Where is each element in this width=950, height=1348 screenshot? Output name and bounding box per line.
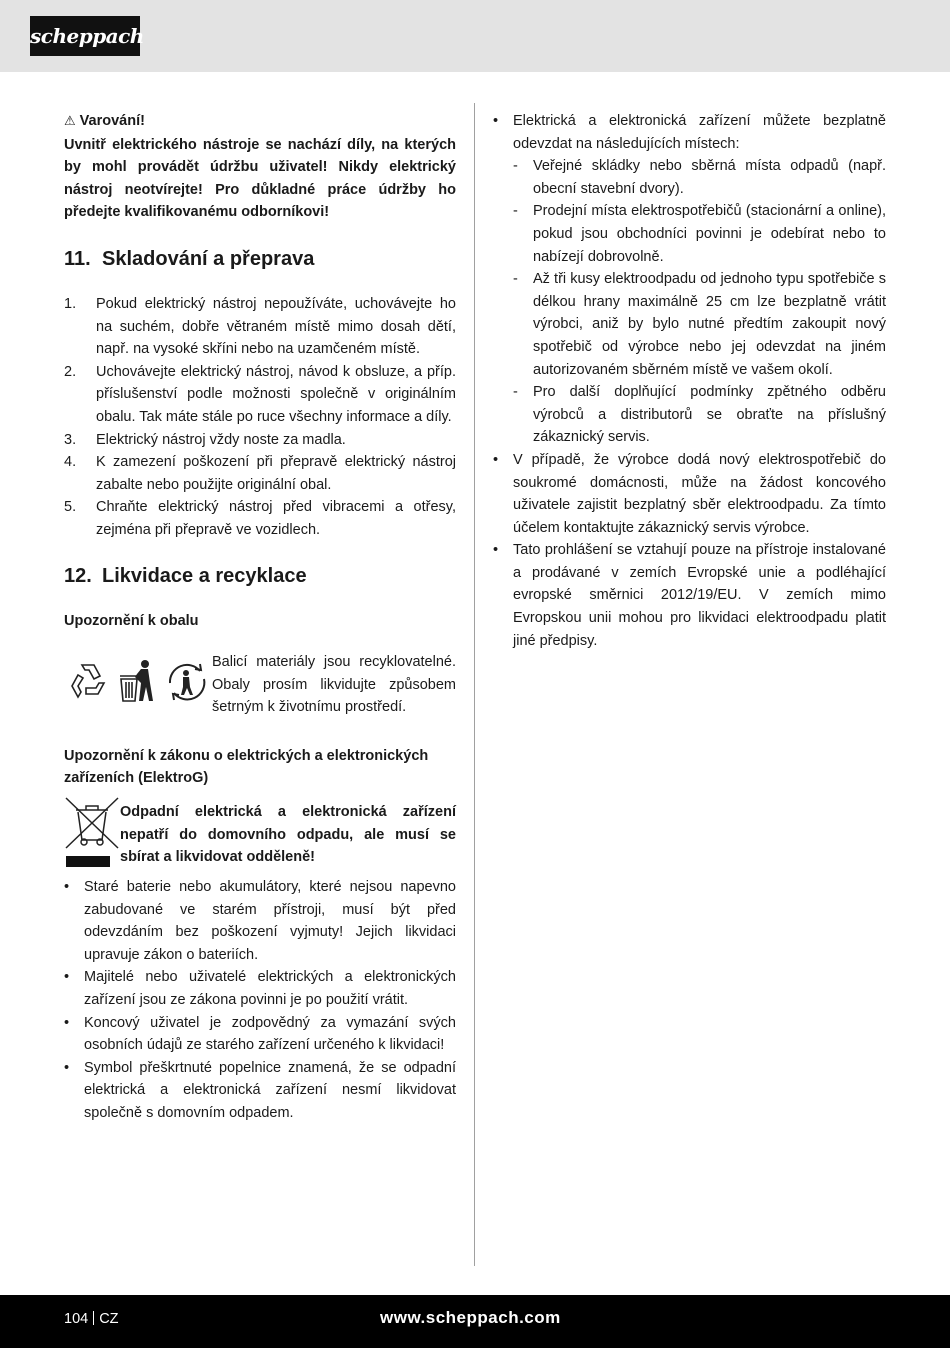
elektrog-bullets [64,876,456,1125]
section-11-title: Skladování a přeprava [102,247,315,270]
list-item: - Až tři kusy elektroodpadu od jednoho typu spotřebiče s délkou hrany maximálně 25 cm lze bezplatně vrátit výrobci, aniž by bylo nutné předtím zakoupit nový spotřebič od výrobce nebo jej odevzdat na jiném autorizovaném sběrném místě ve vašem okolí. [513,271,886,378]
bin-person-icon [117,657,157,705]
language-code: CZ [99,1311,119,1327]
step-text: Uchovávejte elektrický nástroj, návod k obsluze, a příp. příslušenství podle možnosti společně v originálním obalu. Tak máte stále po ruce všechny informace a díly. [96,363,456,425]
return-locations [513,155,886,449]
list-item: • Staré baterie nebo akumulátory, které nejsou napevno zabudované ve starém přístroji, musí být před odevzdáním bez poškození vyjmuty! Jejich likvidaci upravuje zákon o bateriích. [64,879,456,963]
step-number: 3. [64,431,77,448]
bullet-text: Majitelé nebo uživatelé elektrických a elektronických zařízení jsou ze zákona povinni je po použití vrátit. [84,969,456,1009]
column-divider [474,103,475,1266]
left-column [64,110,456,1125]
dash-text: Prodejní místa elektrospotřebičů (stacionární a online), pokud jsou obchodníci povinni je odebírat nebo to nabízejí dobrovolně. [533,203,886,265]
dash-text: Až tři kusy elektroodpadu od jednoho typu spotřebiče s délkou hrany maximálně 25 cm lze bezplatně vrátit výrobci, aniž by bylo nutné předtím zakoupit nový spotřebič od výrobce nebo jej odevzdat na jiném autorizovaném sběrném místě ve vašem okolí. [533,271,886,378]
packaging-icons [64,651,212,711]
return-bullets [493,110,886,652]
page-number-block [64,1311,119,1327]
list-item [64,451,456,496]
list-item: - Pro další doplňující podmínky zpětného odběru výrobců a distributorů se obraťte na příslušný zákaznický servis. [513,384,886,446]
step-number: 4. [64,454,77,471]
recycle-person-icon [162,657,212,705]
list-item [64,293,456,361]
bullet-text: Elektrická a elektronická zařízení můžete bezplatně odevzdat na následujících místech: [513,113,886,152]
section-12-number: 12. [64,564,92,587]
dash-text: Pro další doplňující podmínky zpětného odběru výrobců a distributorů se obraťte na příslušný zákaznický servis. [533,384,886,446]
bullet-text: Tato prohlášení se vztahují pouze na přístroje instalované a prodávané v zemích Evropské unie a podléhající evropské směrnici 2012/19/EU. V zemích mimo Evropskou unii mohou pro likvidaci elektroodpadu platit jiné předpisy. [513,542,886,649]
section-12-heading [64,562,456,590]
bullet-text: Staré baterie nebo akumulátory, které nejsou napevno zabudované ve starém přístroji, musí být před odevzdáním bez poškození vyjmuty! Jejich likvidaci upravuje zákon o bateriích. [84,879,456,963]
page-number: 104 [64,1311,89,1327]
warning-triangle-icon: ⚠ [64,114,76,129]
step-text: Pokud elektrický nástroj nepoužíváte, uchovávejte ho na suchém, dobře větraném místě mimo dosah dětí, např. na vysoké skříni nebo na uzamčeném místě. [96,295,456,358]
bullet-text: Koncový uživatel je zodpovědný za vymazání svých osobních údajů ze starého zařízení určeného k likvidaci! [84,1014,456,1054]
packaging-heading: Upozornění k obalu [64,612,199,629]
section-11-number: 11. [64,247,91,270]
step-number: 2. [64,363,77,380]
page-header [0,0,950,72]
page-footer [0,1295,950,1348]
step-text: K zamezení poškození při přepravě elektrický nástroj zabalte nebo použijte originální obal. [96,454,456,493]
list-item: - Veřejné skládky nebo sběrná místa odpadů (např. obecní stavební dvory). [513,158,886,197]
weee-text: Odpadní elektrická a elektronická zařízení nepatří do domovního odpadu, ale musí se sbírat a likvidovat odděleně! [120,804,456,866]
list-item: • Elektrická a elektronická zařízení můžete bezplatně odevzdat na následujících místech: - Veřejné skládky nebo sběrná místa odpadů (např. obecní stavební dvory). - Prodejní místa elektrospotřebičů (stacionární a online), pokud jsou obchodníci povinni je odebírat nebo to nabízejí dobrovolně. - Až tři kusy elektroodpadu od jednoho typu spotřebiče s délkou hrany maximálně 25 cm lze bezplatně vrátit výrobci, aniž by bylo nutné předtím zakoupit nový spotřebič od výrobce nebo jej odevzdat na jiném autorizovaném sběrném místě ve vašem okolí. - Pro další doplňující podmínky zpětného odběru výrobců a distributorů se obraťte na příslušný zákaznický servis. [493,110,886,449]
warning-text: Uvnitř elektrického nástroje se nachází díly, na kterých by mohl provádět údržbu uživatel! Nikdy elektrický nástroj neotvírejte! Pro důkladné práce údržby ho předejte kvalifikovanému odborníkovi! [64,136,456,221]
list-item [64,496,456,541]
scheppach-logo: scheppach [30,16,140,56]
bullet-text: Symbol přeškrtnuté popelnice znamená, že se odpadní elektrická a elektronická zařízení nesmí likvidovat společně s domovním odpadem. [84,1059,456,1121]
step-text: Elektrický nástroj vždy noste za madla. [96,431,346,448]
list-item: • Symbol přeškrtnuté popelnice znamená, že se odpadní elektrická a elektronická zařízení nesmí likvidovat společně s domovním odpadem. [64,1059,456,1121]
step-number: 1. [64,295,77,312]
list-item: • Majitelé nebo uživatelé elektrických a elektronických zařízení jsou ze zákona povinni je po použití vrátit. [64,969,456,1009]
bullet-text: V případě, že výrobce dodá nový elektrospotřebič do soukromé domácnosti, může na žádost koncového uživatele zajistit bezplatný sběr elektroodpadu. Za tímto účelem kontaktujte zákaznický servis výrobce. [513,451,886,536]
packaging-text: Balicí materiály jsou recyklovatelné. Obaly prosím likvidujte způsobem šetrným k životnímu prostředí. [212,654,456,716]
crossed-bin-icon [64,796,120,876]
list-item [64,361,456,429]
section-11-heading [64,245,456,273]
right-column [493,110,886,652]
list-item: • Koncový uživatel je zodpovědný za vymazání svých osobních údajů ze starého zařízení určeného k likvidaci! [64,1014,456,1054]
recycle-icon [64,657,112,705]
footer-separator [93,1311,94,1325]
dash-text: Veřejné skládky nebo sběrná místa odpadů (např. obecní stavební dvory). [533,158,886,197]
packaging-block [64,651,456,719]
list-item: - Prodejní místa elektrospotřebičů (stacionární a online), pokud jsou obchodníci povinni je odebírat nebo to nabízejí dobrovolně. [513,203,886,265]
list-item: • Tato prohlášení se vztahují pouze na přístroje instalované a prodávané v zemích Evropské unie a podléhající evropské směrnici 2012/19/EU. V zemích mimo Evropskou unii mohou pro likvidaci elektroodpadu platit jiné předpisy. [493,542,886,649]
warning-heading [64,110,456,134]
warning-title: Varování! [79,113,145,129]
list-item: • V případě, že výrobce dodá nový elektrospotřebič do soukromé domácnosti, může na žádost koncového uživatele zajistit bezplatný sběr elektroodpadu. Za tímto účelem kontaktujte zákaznický servis výrobce. [493,451,886,536]
list-item [64,429,456,452]
step-text: Chraňte elektrický nástroj před vibracemi a otřesy, zejména při přepravě ve vozidlech. [96,499,456,538]
step-number: 5. [64,499,77,516]
weee-block [64,796,456,876]
section-12-title: Likvidace a recyklace [102,564,307,587]
storage-steps [64,293,456,542]
elektrog-heading: Upozornění k zákonu o elektrických a elektronických zařízeních (ElektroG) [64,747,429,787]
website-url: www.scheppach.com [380,1308,561,1327]
